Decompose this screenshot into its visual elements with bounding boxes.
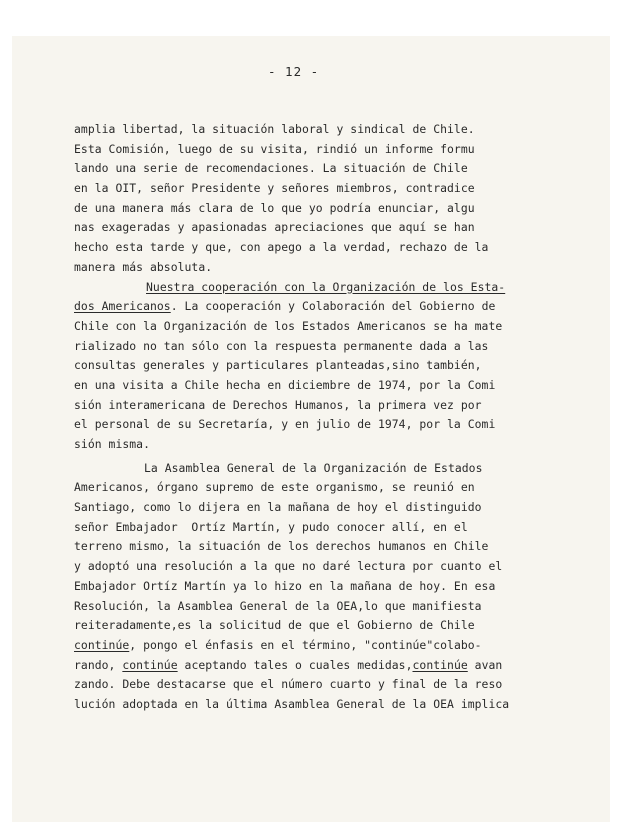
text-line: hecho esta tarde y que, con apego a la verdad, rechazo de la (74, 240, 489, 255)
text-line: rializado no tan sólo con la respuesta permanente dada a las (74, 338, 489, 353)
text-line: y adoptó una resolución a la que no daré lectura por cuanto el (74, 559, 503, 574)
paragraph-text: La Asamblea General de la Organización de Estados (144, 460, 483, 475)
underlined-word: continúe (412, 657, 468, 672)
paragraph-start-line (74, 459, 554, 479)
text-line: Resolución, la Asamblea General de la OEA,lo que manifiesta (74, 598, 482, 613)
text-line: manera más absoluta. (74, 259, 213, 274)
text-line: terreno mismo, la situación de los derechos humanos en Chile (74, 539, 489, 554)
text-line: rando, continúe aceptando tales o cuales medidas,continúe avan (74, 657, 503, 672)
text-line: Esta Comisión, luego de su visita, rindió un informe formu (74, 141, 475, 156)
text-line: consultas generales y particulares planteadas,sino también, (74, 358, 482, 373)
emphasis-word: continúe (371, 637, 427, 652)
text-line: nas exageradas y apasionadas apreciaciones que aquí se han (74, 220, 475, 235)
text-line: lución adoptada en la última Asamblea General de la OEA implica (74, 696, 510, 711)
text-line: sión misma. (74, 437, 150, 451)
text-line: señor Embajador Ortíz Martín, y pudo conocer allí, en el (74, 519, 468, 534)
text-line: Embajador Ortíz Martín ya lo hizo en la mañana de hoy. En esa (74, 578, 496, 593)
section-heading-cont: dos Americanos (74, 299, 171, 314)
text-line: Chile con la Organización de los Estados Americanos se ha mate (74, 318, 503, 333)
page-number: - 12 - (268, 64, 320, 79)
text-line: Santiago, como lo dijera en la mañana de hoy el distinguido (74, 500, 482, 515)
underlined-word: continúe (74, 637, 130, 652)
text-line: en una visita a Chile hecha en diciembre de 1974, por la Comi (74, 377, 496, 392)
text-line: continúe, pongo el énfasis en el término, "continúe"colabo- (74, 637, 482, 652)
text-line: amplia libertad, la situación laboral y sindical de Chile. (74, 122, 475, 136)
section-heading-line (74, 278, 554, 298)
text-line: lando una serie de recomendaciones. La situación de Chile (74, 161, 468, 176)
text-line: de una manera más clara de lo que yo podría enunciar, algu (74, 200, 475, 215)
text-line: reiteradamente,es la solicitud de que el Gobierno de Chile (74, 618, 475, 633)
text-line: zando. Debe destacarse que el número cuarto y final de la reso (74, 677, 503, 692)
text-line: en la OIT, señor Presidente y señores miembros, contradice (74, 181, 475, 196)
text-line: sión interamericana de Derechos Humanos, la primera vez por (74, 397, 482, 412)
text-line-rest: . La cooperación y Colaboración del Gobierno de (170, 299, 496, 314)
text-line: el personal de su Secretaría, y en julio de 1974, por la Comi (74, 417, 496, 432)
document-body (74, 120, 554, 715)
underlined-word: continúe (122, 657, 178, 672)
text-line: Americanos, órgano supremo de este organismo, se reunió en (74, 480, 475, 495)
text-line (74, 297, 554, 317)
section-heading: Nuestra cooperación con la Organización de los Esta- (146, 279, 506, 294)
